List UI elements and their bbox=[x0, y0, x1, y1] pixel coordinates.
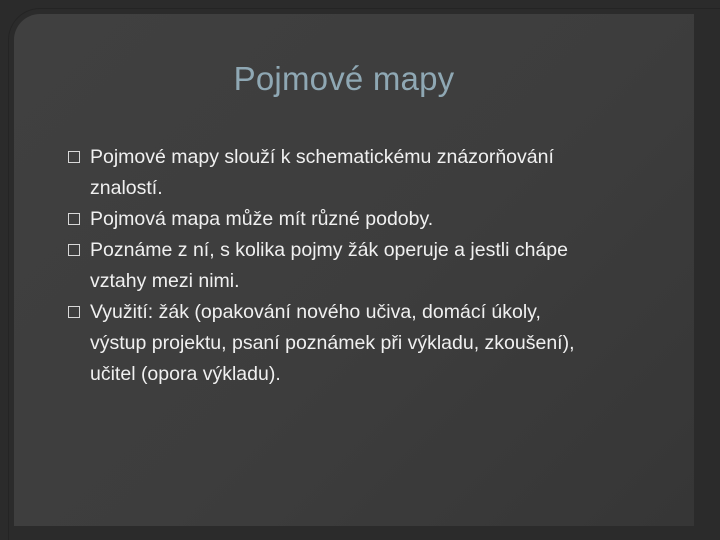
square-bullet-icon bbox=[68, 306, 80, 318]
bullet-list bbox=[70, 142, 590, 390]
content-panel bbox=[14, 14, 694, 526]
bullet-item bbox=[70, 204, 590, 235]
bullet-text: Poznáme z ní, s kolika pojmy žák operuje a jestli chápe vztahy mezi nimi. bbox=[90, 239, 568, 292]
bullet-item bbox=[70, 142, 590, 204]
bullet-item bbox=[70, 297, 590, 390]
square-bullet-icon bbox=[68, 244, 80, 256]
bullet-text: Využití: žák (opakování nového učiva, domácí úkoly, výstup projektu, psaní poznámek při výkladu, zkoušení), učitel (opora výkladu). bbox=[90, 301, 575, 385]
bullet-item bbox=[70, 235, 590, 297]
slide-title: Pojmové mapy bbox=[233, 60, 455, 97]
bullet-text: Pojmové mapy slouží k schematickému znázorňování znalostí. bbox=[90, 146, 554, 199]
square-bullet-icon bbox=[68, 213, 80, 225]
bullet-text: Pojmová mapa může mít různé podoby. bbox=[90, 208, 434, 230]
square-bullet-icon bbox=[68, 151, 80, 163]
